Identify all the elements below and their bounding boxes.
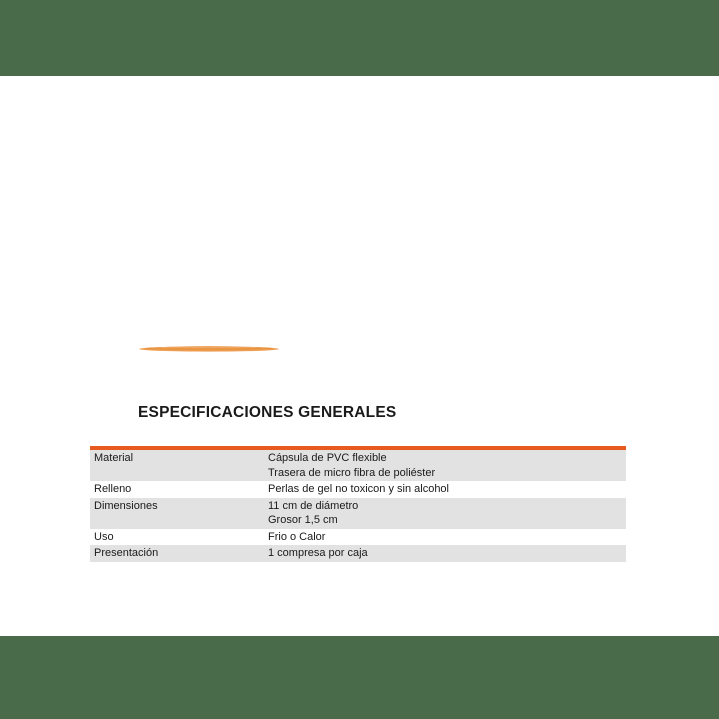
compresa-gel-icon bbox=[138, 334, 280, 364]
spec-value bbox=[264, 498, 626, 529]
spec-value-line: Frio o Calor bbox=[268, 530, 326, 543]
spec-value-line: Grosor 1,5 cm bbox=[268, 514, 338, 526]
page-title: ESPECIFICACIONES GENERALES bbox=[138, 404, 397, 421]
spec-label: Uso bbox=[90, 529, 264, 546]
spec-label: Dimensiones bbox=[90, 498, 264, 529]
spec-label: Relleno bbox=[90, 481, 264, 498]
table-row bbox=[90, 529, 626, 546]
spec-label: Material bbox=[90, 450, 264, 481]
spec-value-line: Cápsula de PVC flexible bbox=[268, 452, 387, 464]
spec-value-line: 1 compresa por caja bbox=[268, 547, 368, 559]
spec-value-line: Trasera de micro fibra de poliéster bbox=[268, 466, 436, 479]
spec-value bbox=[264, 529, 626, 546]
spec-value-line: Perlas de gel no toxicon y sin alcohol bbox=[268, 483, 449, 495]
spec-value bbox=[264, 481, 626, 498]
table-row bbox=[90, 450, 626, 481]
spec-value bbox=[264, 545, 626, 562]
table-row bbox=[90, 545, 626, 562]
table-row bbox=[90, 481, 626, 498]
top-color-band bbox=[0, 0, 719, 76]
spec-label: Presentación bbox=[90, 545, 264, 562]
spec-value bbox=[264, 450, 626, 481]
specifications-table bbox=[90, 446, 626, 562]
spec-value-line: 11 cm de diámetro bbox=[268, 499, 359, 512]
document-sheet bbox=[0, 76, 719, 636]
bottom-color-band bbox=[0, 636, 719, 719]
table-row bbox=[90, 498, 626, 529]
